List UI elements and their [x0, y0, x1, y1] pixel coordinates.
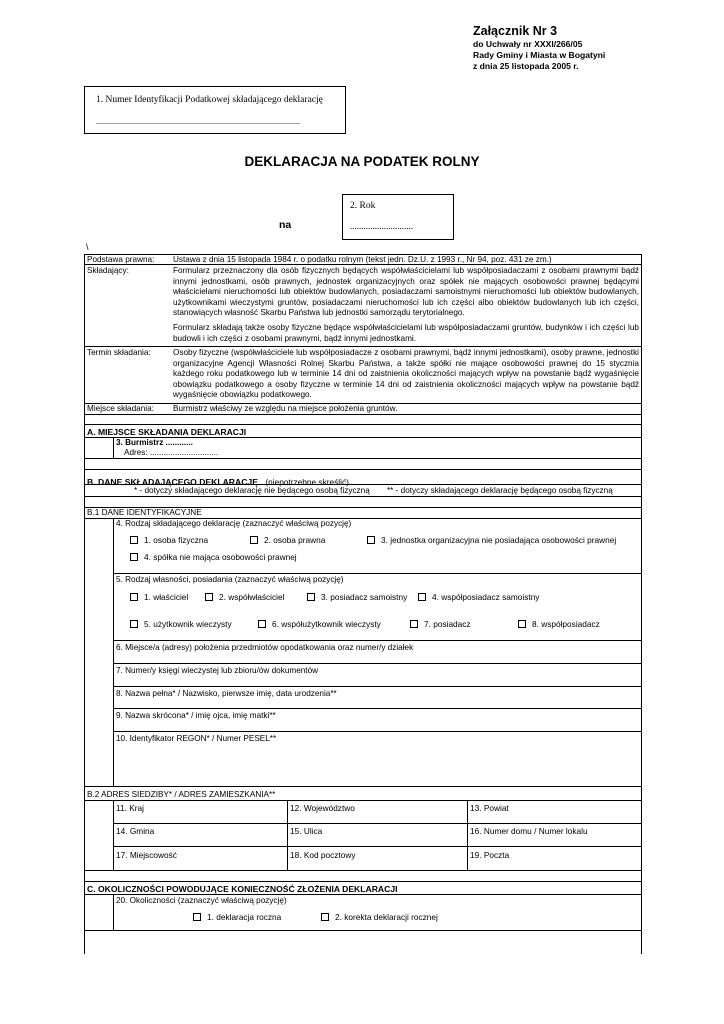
option-label: 3. posiadacz samoistny [321, 592, 408, 602]
field-17-city[interactable]: 17. Miejscowość [116, 850, 177, 860]
field-12-voivodeship[interactable]: 12. Województwo [290, 803, 355, 813]
annex-block [473, 24, 673, 72]
field-20-label: 20. Okoliczności (zaznaczyć właściwą pozycję) [116, 896, 287, 905]
checkbox-icon[interactable] [258, 620, 266, 628]
section-b2-title: B.2 ADRES SIEDZIBY* / ADRES ZAMIESZKANIA** [87, 790, 276, 799]
burmistrz-field[interactable]: 3. Burmistrz ............ [116, 438, 193, 447]
f5-option-1[interactable] [130, 592, 188, 602]
option-label: 5. użytkownik wieczysty [144, 619, 232, 629]
section-a-title: A. MIEJSCE SKŁADANIA DEKLARACJI [87, 427, 247, 437]
f5-option-5[interactable] [130, 619, 232, 629]
option-label: 2. korekta deklaracji rocznej [335, 912, 438, 922]
field-18-postal-code[interactable]: 18. Kod pocztowy [290, 850, 356, 860]
termin-label: Termin składania: [87, 348, 151, 357]
option-label: 1. osoba fizyczna [144, 535, 209, 545]
field-9[interactable]: 9. Nazwa skrócona* / imię ojca, imię matki** [116, 711, 276, 720]
f5-option-3[interactable] [307, 592, 407, 602]
option-label: 1. deklaracja roczna [207, 912, 282, 922]
option-label: 8. współposiadacz [532, 619, 600, 629]
nip-dots: ...................................................................................................... [96, 117, 300, 126]
f4-option-2[interactable] [250, 535, 325, 545]
year-label: 2. Rok [350, 201, 376, 211]
na-label: na [279, 219, 292, 231]
section-c-title: C. OKOLICZNOŚCI POWODUJĄCE KONIECZNOŚĆ ZŁOŻENIA DEKLARACJI [87, 884, 398, 894]
miejsce-text: Burmistrz właściwy ze względu na miejsce położenia gruntów. [173, 404, 398, 413]
field-15-street[interactable]: 15. Ulica [290, 826, 323, 836]
checkbox-icon[interactable] [130, 536, 138, 544]
f4-option-4[interactable] [130, 552, 297, 562]
f5-option-7[interactable] [410, 619, 471, 629]
year-dots: ............................ [350, 221, 413, 231]
option-label: 6. współużytkownik wieczysty [272, 619, 381, 629]
checkbox-icon[interactable] [518, 620, 526, 628]
annex-title: Załącznik Nr 3 [473, 24, 558, 38]
option-label: 7. posiadacz [424, 619, 471, 629]
field-16-house-number[interactable]: 16. Numer domu / Numer lokalu [470, 826, 588, 836]
checkbox-icon[interactable] [418, 593, 426, 601]
miejsce-label: Miejsce składania: [87, 404, 154, 413]
annex-line: Rady Gminy i Miasta w Bogatyni [473, 50, 606, 60]
f5-option-8[interactable] [518, 619, 600, 629]
adres-field[interactable]: Adres: .............................. [124, 448, 219, 457]
annex-line: z dnia 25 listopada 2005 r. [473, 61, 579, 71]
field-7[interactable]: 7. Numer/y księgi wieczystej lub zbioru/ów dokumentów [116, 666, 319, 675]
field-13-county[interactable]: 13. Powiat [470, 803, 509, 813]
page-title: DEKLARACJA NA PODATEK ROLNY [244, 154, 480, 169]
section-b-note: (niepotrzebne skreślić) [265, 477, 349, 487]
skladajacy-label: Składający: [87, 266, 129, 275]
termin-text: Osoby fizyczne (współwłaściciele lub współposiadacze z osobami prawnymi, bądź innymi jednostkami), osoby prawne, jednostki organizacyjne Agencji Własności Rolnej Skarbu Państwa, a także spółki nie mające osobowości prawnej do 15 stycznia każdego roku podatkowego lub w terminie 14 dni od zaistnienia okoliczności mających wpływ na powstanie bądź wygaśnięcie obowiązku podatkowego a osoby fizyczne w terminie 14 dni od zaistnienia okoliczności mających wpływ na powstanie bądź wygaśnięcie obowiązku podatkowego. [173, 348, 639, 400]
section-b-title: B. DANE SKŁADAJĄCEGO DEKLARACJĘ [87, 477, 258, 487]
f5-option-6[interactable] [258, 619, 381, 629]
checkbox-icon[interactable] [410, 620, 418, 628]
checkbox-icon[interactable] [193, 913, 201, 921]
podstawa-label: Podstawa prawna: [87, 255, 155, 264]
field-14-commune[interactable]: 14. Gmina [116, 826, 155, 836]
skladajacy-text: Formularz przeznaczony dla osób fizycznych będących współwłaścicielami lub współposiadaczami z osobami prawnymi bądź innymi jednostkami, osób prawnych, jednostek organizacyjnych oraz spółek nie mających osobowości prawnej będącymi właścicielami nieruchomości lub obiektów budowlanych, posiadaczami samoistnymi nieruchomości lub obiektów budowlanych, użytkownikami wieczystymi gruntów, posiadaczami nieruchomości lub ich części albo obiektów budowlanych lub ich części, stanowiących własność Skarbu Państwa lub jednostki samorządu terytorialnego. [173, 266, 639, 318]
star1-note: * - dotyczy składającego deklarację nie będącego osobą fizyczną [134, 486, 370, 495]
backslash-mark: \ [86, 242, 89, 252]
field-11-country[interactable]: 11. Kraj [116, 803, 144, 813]
checkbox-icon[interactable] [130, 553, 138, 561]
nip-box[interactable] [84, 86, 346, 134]
checkbox-icon[interactable] [307, 593, 315, 601]
checkbox-icon[interactable] [250, 536, 258, 544]
option-label: 1. właściciel [144, 592, 189, 602]
checkbox-icon[interactable] [130, 593, 138, 601]
field-4-label: 4. Rodzaj składającego deklarację (zaznaczyć właściwą pozycję) [116, 519, 352, 528]
field-10[interactable]: 10. Identyfikator REGON* / Numer PESEL** [116, 734, 277, 743]
f4-option-1[interactable] [130, 535, 208, 545]
option-label: 2. osoba prawna [264, 535, 326, 545]
checkbox-icon[interactable] [205, 593, 213, 601]
field-5-label: 5. Rodzaj własności, posiadania (zaznaczyć właściwą pozycję) [116, 575, 344, 584]
option-label: 4. spółka nie mająca osobowości prawnej [144, 552, 297, 562]
option-label: 2. współwłaściciel [219, 592, 285, 602]
field-8[interactable]: 8. Nazwa pełna* / Nazwisko, pierwsze imię, data urodzenia** [116, 689, 337, 698]
f5-option-2[interactable] [205, 592, 284, 602]
option-label: 4. współposiadacz samoistny [432, 592, 540, 602]
nip-label: 1. Numer Identyfikacji Podatkowej składającego deklarację [96, 95, 323, 105]
year-box[interactable] [342, 194, 454, 240]
podstawa-text: Ustawa z dnia 15 listopada 1984 r. o podatku rolnym (tekst jedn. Dz.U. z 1993 r., Nr 94, poz. 431 ze zm.) [173, 255, 552, 264]
field-6[interactable]: 6. Miejsce/a (adresy) położenia przedmiotów opodatkowania oraz numer/y działek [116, 643, 414, 652]
f5-option-4[interactable] [418, 592, 539, 602]
annex-line: do Uchwały nr XXXI/266/05 [473, 39, 583, 49]
option-label: 3. jednostka organizacyjna nie posiadająca osobowości prawnej [381, 535, 617, 545]
field-19-post-office[interactable]: 19. Poczta [470, 850, 510, 860]
f20-option-2[interactable] [321, 912, 438, 922]
checkbox-icon[interactable] [130, 620, 138, 628]
skladajacy-text-2: Formularz składają także osoby fizyczne będące współwłaścicielami lub współposiadaczami gruntów, budynków i ich części lub budowli i ich części z osobami prawnymi, bądź innymi jednostkami. [173, 323, 639, 343]
f20-option-1[interactable] [193, 912, 281, 922]
section-b1-title: B.1 DANE IDENTYFIKACYJNE [87, 508, 202, 517]
f4-option-3[interactable] [367, 535, 616, 545]
checkbox-icon[interactable] [367, 536, 375, 544]
checkbox-icon[interactable] [321, 913, 329, 921]
star2-note: ** - dotyczy składającego deklarację będącego osobą fizyczną [387, 486, 613, 495]
